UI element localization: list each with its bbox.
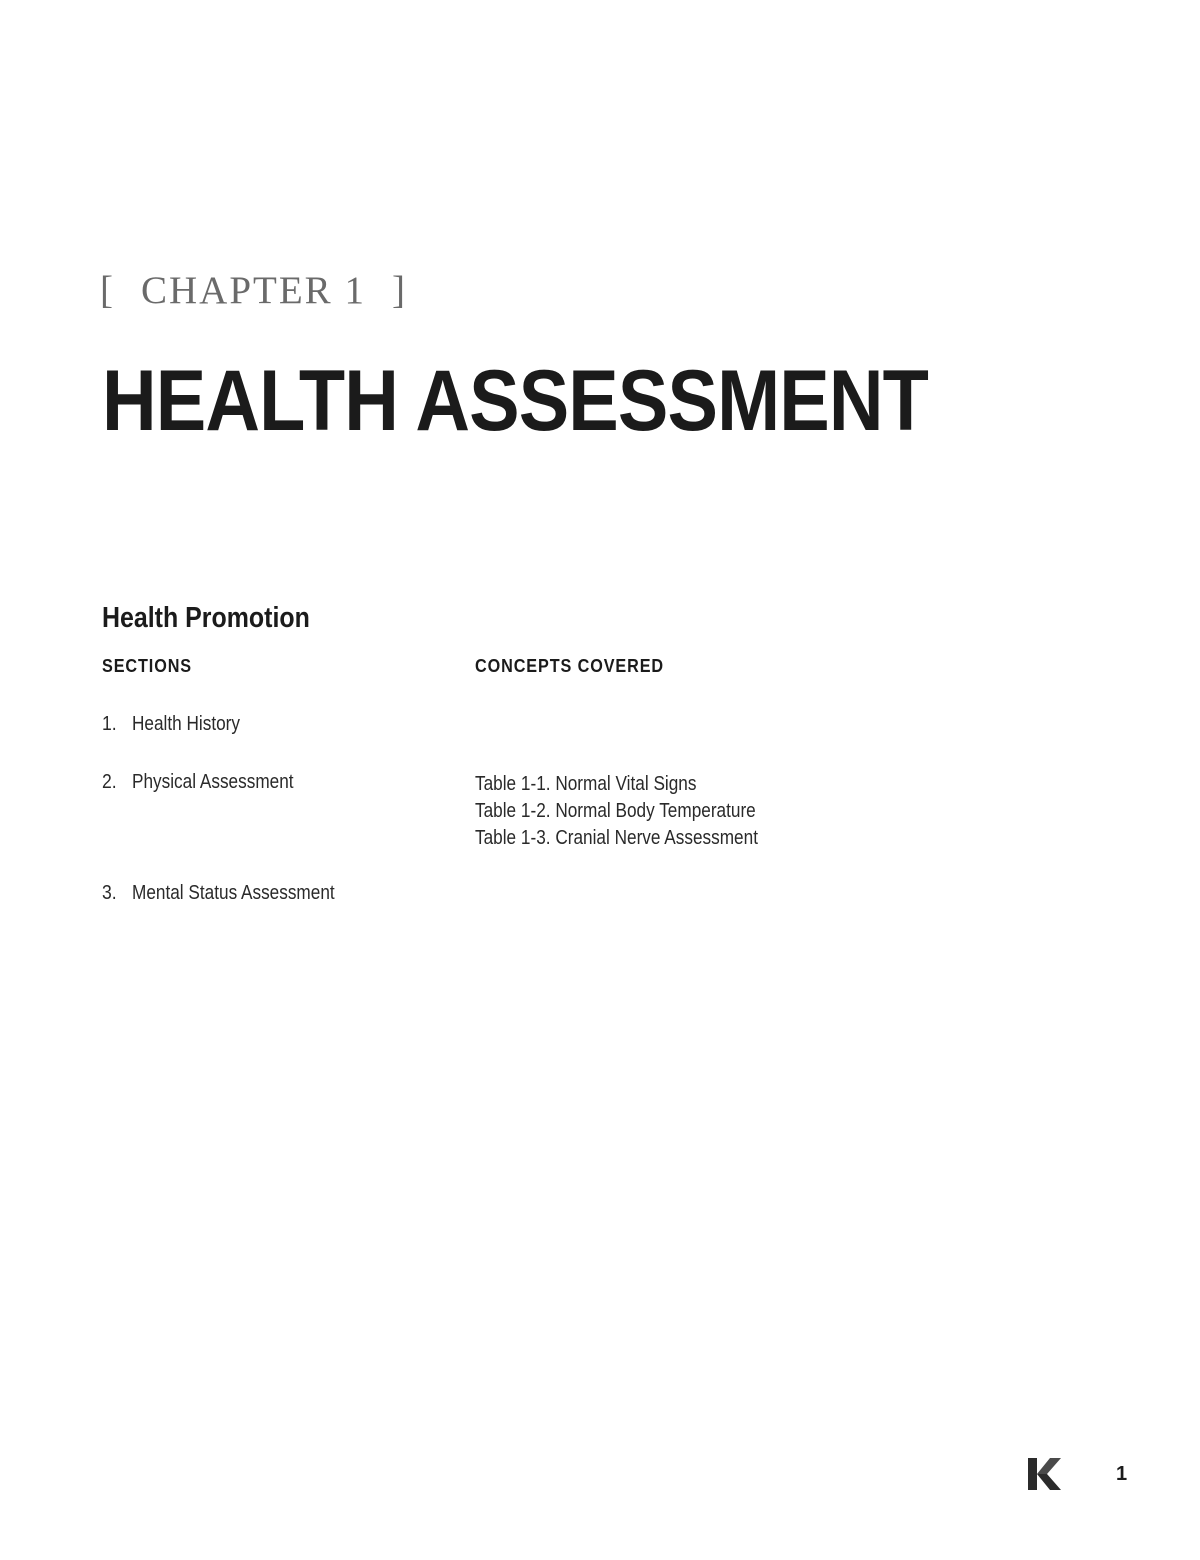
chapter-bracket-close: ] <box>391 269 407 312</box>
k-logo-icon <box>1028 1458 1062 1490</box>
chapter-bracket-open: [ <box>100 269 115 312</box>
chapter-title: HEALTH ASSESSMENT <box>102 353 928 449</box>
section-heading: Health Promotion <box>102 602 310 634</box>
section-number: 2. <box>102 771 117 793</box>
section-title: Health History <box>132 713 241 735</box>
chapter-number: CHAPTER 1 <box>141 269 366 312</box>
concept-item: Table 1-1. Normal Vital Signs <box>475 773 697 795</box>
chapter-label <box>100 268 407 313</box>
section-title: Physical Assessment <box>132 771 294 793</box>
concept-item: Table 1-2. Normal Body Temperature <box>475 800 756 822</box>
k-logo-icon <box>1028 1458 1062 1490</box>
section-number: 3. <box>102 882 117 904</box>
section-title: Mental Status Assessment <box>132 882 335 904</box>
section-number: 1. <box>102 713 117 735</box>
page-number: 1 <box>1116 1463 1128 1485</box>
concept-item: Table 1-3. Cranial Nerve Assessment <box>475 827 758 849</box>
concepts-column-header: CONCEPTS COVERED <box>475 656 665 676</box>
sections-column-header: SECTIONS <box>102 656 193 676</box>
concepts-list <box>475 771 804 852</box>
